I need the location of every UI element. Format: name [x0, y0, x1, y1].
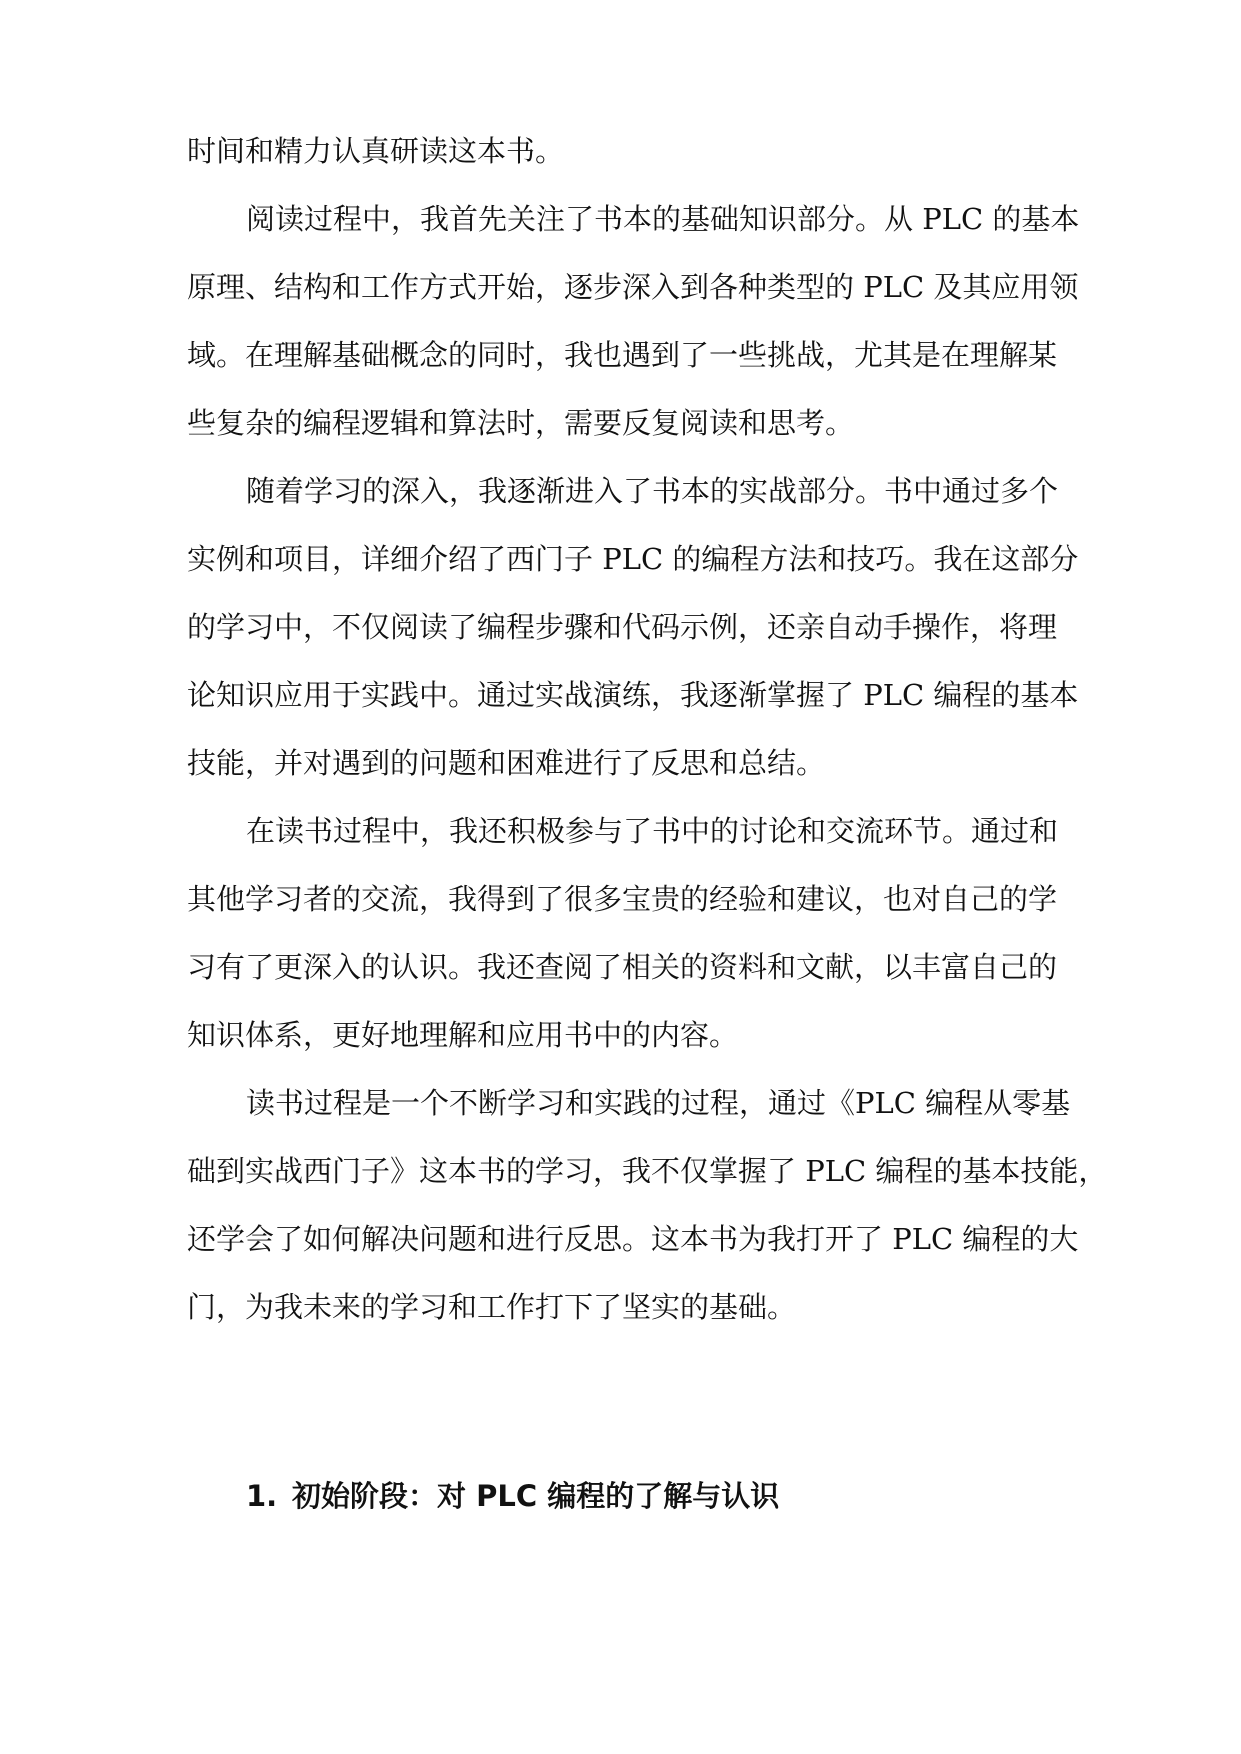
paragraph-line: 时间和精力认真研读这本书。: [187, 134, 565, 168]
paragraph-line: 论知识应用于实践中。通过实战演练，我逐渐掌握了 PLC 编程的基本: [187, 678, 1079, 712]
paragraph-line: 其他学习者的交流，我得到了很多宝贵的经验和建议，也对自己的学: [187, 882, 1058, 916]
paragraph-line: 知识体系，更好地理解和应用书中的内容。: [187, 1018, 739, 1052]
paragraph-line: 门，为我未来的学习和工作打下了坚实的基础。: [187, 1290, 797, 1324]
paragraph-line: 习有了更深入的认识。我还查阅了相关的资料和文献，以丰富自己的: [187, 950, 1058, 984]
section-heading-text: 初始阶段：对 PLC 编程的了解与认识: [292, 1479, 780, 1513]
paragraph-line: 实例和项目，详细介绍了西门子 PLC 的编程方法和技巧。我在这部分: [187, 542, 1079, 576]
paragraph-line: 随着学习的深入，我逐渐进入了书本的实战部分。书中通过多个: [246, 474, 1059, 508]
paragraph-line: 技能，并对遇到的问题和困难进行了反思和总结。: [187, 746, 826, 780]
paragraph-line: 阅读过程中，我首先关注了书本的基础知识部分。从 PLC 的基本: [246, 202, 1080, 236]
section-heading: [246, 1476, 779, 1516]
paragraph-line: 础到实战西门子》这本书的学习，我不仅掌握了 PLC 编程的基本技能，: [187, 1154, 1108, 1188]
paragraph-line: 域。在理解基础概念的同时，我也遇到了一些挑战，尤其是在理解某: [187, 338, 1058, 372]
paragraph-line: 还学会了如何解决问题和进行反思。这本书为我打开了 PLC 编程的大: [187, 1222, 1079, 1256]
paragraph-line: 在读书过程中，我还积极参与了书中的讨论和交流环节。通过和: [246, 814, 1059, 848]
section-heading-number: 1.: [246, 1479, 278, 1513]
paragraph-line: 读书过程是一个不断学习和实践的过程，通过《PLC 编程从零基: [246, 1086, 1071, 1120]
paragraph-line: 原理、结构和工作方式开始，逐步深入到各种类型的 PLC 及其应用领: [187, 270, 1079, 304]
paragraph-line: 的学习中，不仅阅读了编程步骤和代码示例，还亲自动手操作，将理: [187, 610, 1058, 644]
paragraph-line: 些复杂的编程逻辑和算法时，需要反复阅读和思考。: [187, 406, 855, 440]
